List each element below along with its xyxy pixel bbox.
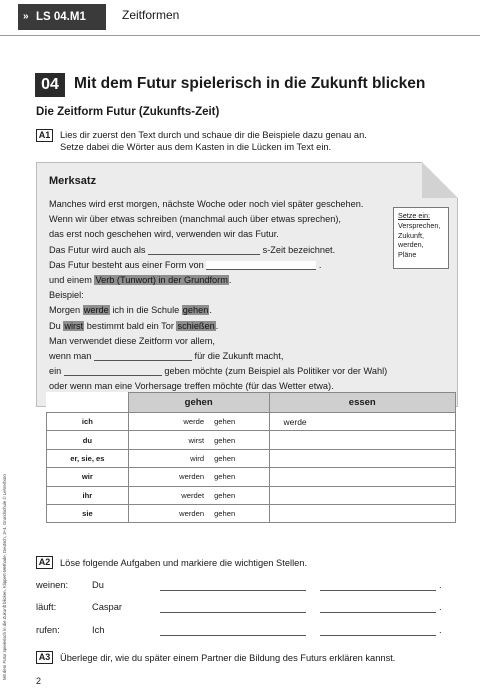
pronoun-cell: ihr bbox=[47, 486, 129, 504]
double-chevron-icon: » bbox=[23, 11, 29, 22]
task-label-a2: A2 bbox=[36, 556, 53, 569]
merksatz-line: Man verwendet diese Zeitform vor allem, bbox=[49, 335, 215, 346]
merksatz-line: und einem Verb (Tunwort) in der Grundform. bbox=[49, 274, 232, 285]
answer-line[interactable] bbox=[160, 590, 306, 591]
blank-gap[interactable] bbox=[206, 261, 316, 270]
page-header bbox=[0, 0, 480, 36]
task-label-a1: A1 bbox=[36, 129, 53, 142]
table-row bbox=[47, 431, 456, 449]
column-header-essen: essen bbox=[269, 393, 456, 413]
page-number: 2 bbox=[36, 676, 42, 686]
essen-cell[interactable] bbox=[269, 504, 456, 522]
exercise-verb: weinen: bbox=[36, 580, 69, 590]
essen-cell[interactable] bbox=[269, 449, 456, 467]
merksatz-line: Das Futur wird auch als s-Zeit bezeichnet. bbox=[49, 244, 336, 255]
pronoun-cell: er, sie, es bbox=[47, 449, 129, 467]
merksatz-box bbox=[36, 162, 458, 407]
essen-cell[interactable] bbox=[269, 486, 456, 504]
essen-cell[interactable] bbox=[269, 468, 456, 486]
gehen-cell: werden gehen bbox=[128, 468, 269, 486]
lesson-code: LS 04.M1 bbox=[36, 11, 86, 23]
merksatz-line: Wenn wir über etwas schreiben (manchmal auch über etwas sprechen), bbox=[49, 214, 341, 225]
exercise-subject: Du bbox=[92, 580, 104, 590]
pronoun-cell: ich bbox=[47, 413, 129, 431]
word-box-item: Zukunft, bbox=[398, 230, 424, 240]
section-subtitle: Die Zeitform Futur (Zukunfts-Zeit) bbox=[36, 106, 220, 118]
answer-line[interactable] bbox=[320, 590, 436, 591]
blank-gap[interactable] bbox=[64, 367, 162, 376]
pronoun-cell: du bbox=[47, 431, 129, 449]
merksatz-line: Beispiel: bbox=[49, 290, 84, 301]
highlight-marker: werde bbox=[83, 305, 109, 316]
word-box-heading: Setze ein: bbox=[398, 211, 430, 220]
task-a3-text: Überlege dir, wie du später einem Partner die Bildung des Futurs erklären kannst. bbox=[60, 653, 396, 663]
merksatz-line: Morgen werde ich in die Schule gehen. bbox=[49, 305, 212, 316]
page-title: Mit dem Futur spielerisch in die Zukunft blicken bbox=[74, 75, 426, 92]
table-row bbox=[47, 449, 456, 467]
exercise-subject: Caspar bbox=[92, 602, 122, 612]
highlight-marker: Verb (Tunwort) in der Grundform bbox=[95, 274, 228, 285]
merksatz-line: Manches wird erst morgen, nächste Woche oder noch viel später geschehen. bbox=[49, 199, 364, 209]
highlight-marker: schießen bbox=[177, 320, 215, 331]
table-row bbox=[47, 468, 456, 486]
copyright-sidebar: Mit dem Futur spielerisch in die Zukunft blicken, Klippert-Methode, Deutsch, 3+4, Grundschule © Lehrerbüro bbox=[2, 474, 7, 680]
exercise-subject: Ich bbox=[92, 625, 105, 635]
merksatz-line: Du wirst bestimmt bald ein Tor schießen. bbox=[49, 320, 219, 331]
merksatz-line: wenn man für die Zukunft macht, bbox=[49, 350, 284, 361]
exercise-verb: läuft: bbox=[36, 602, 57, 612]
blank-gap[interactable] bbox=[148, 246, 260, 255]
table-corner bbox=[47, 393, 129, 413]
essen-cell[interactable]: werde bbox=[269, 413, 456, 431]
word-box-item: Versprechen, bbox=[398, 220, 441, 230]
answer-line[interactable] bbox=[160, 635, 306, 636]
page-curl-decoration bbox=[422, 162, 458, 198]
task-a2-text: Löse folgende Aufgaben und markiere die wichtigen Stellen. bbox=[60, 558, 308, 568]
merksatz-line: das erst noch geschehen wird, verwenden wir das Futur. bbox=[49, 229, 279, 240]
table-row bbox=[47, 486, 456, 504]
gehen-cell: werde gehen bbox=[128, 413, 269, 431]
word-box-item: werden, bbox=[398, 240, 424, 250]
lesson-code-badge bbox=[18, 4, 106, 30]
sentence-dot: . bbox=[439, 602, 442, 612]
gehen-cell: werden gehen bbox=[128, 504, 269, 522]
merksatz-line: oder wenn man eine Vorhersage treffen möchte (für das Wetter etwa). bbox=[49, 381, 334, 392]
merksatz-text bbox=[49, 197, 409, 394]
gehen-cell: werdet gehen bbox=[128, 486, 269, 504]
essen-cell[interactable] bbox=[269, 431, 456, 449]
column-header-gehen: gehen bbox=[128, 393, 269, 413]
unit-number: 04 bbox=[35, 73, 65, 97]
pronoun-cell: sie bbox=[47, 504, 129, 522]
gehen-cell: wird gehen bbox=[128, 449, 269, 467]
answer-line[interactable] bbox=[320, 635, 436, 636]
sentence-dot: . bbox=[439, 580, 442, 590]
merksatz-line: Das Futur besteht aus einer Form von . bbox=[49, 259, 322, 270]
header-topic: Zeitformen bbox=[122, 8, 180, 22]
answer-line[interactable] bbox=[160, 612, 306, 613]
table-row bbox=[47, 504, 456, 522]
task-a1-line2: Setze dabei die Wörter aus dem Kasten in die Lücken im Text ein. bbox=[60, 142, 332, 152]
gehen-cell: wirst gehen bbox=[128, 431, 269, 449]
task-a1-text bbox=[60, 129, 367, 153]
word-box bbox=[393, 207, 449, 269]
pronoun-cell: wir bbox=[47, 468, 129, 486]
answer-line[interactable] bbox=[320, 612, 436, 613]
blank-gap[interactable] bbox=[94, 352, 192, 361]
highlight-marker: wirst bbox=[64, 320, 84, 331]
sentence-dot: . bbox=[439, 625, 442, 635]
exercise-verb: rufen: bbox=[36, 625, 60, 635]
word-box-item: Pläne bbox=[398, 250, 417, 260]
task-a1-line1: Lies dir zuerst den Text durch und schaue dir die Beispiele dazu genau an. bbox=[60, 130, 367, 140]
merksatz-title: Merksatz bbox=[49, 175, 97, 187]
highlight-marker: gehen bbox=[182, 305, 209, 316]
merksatz-line: ein geben möchte (zum Beispiel als Politiker vor der Wahl) bbox=[49, 366, 388, 377]
conjugation-table bbox=[46, 392, 456, 523]
task-label-a3: A3 bbox=[36, 651, 53, 664]
table-row bbox=[47, 413, 456, 431]
